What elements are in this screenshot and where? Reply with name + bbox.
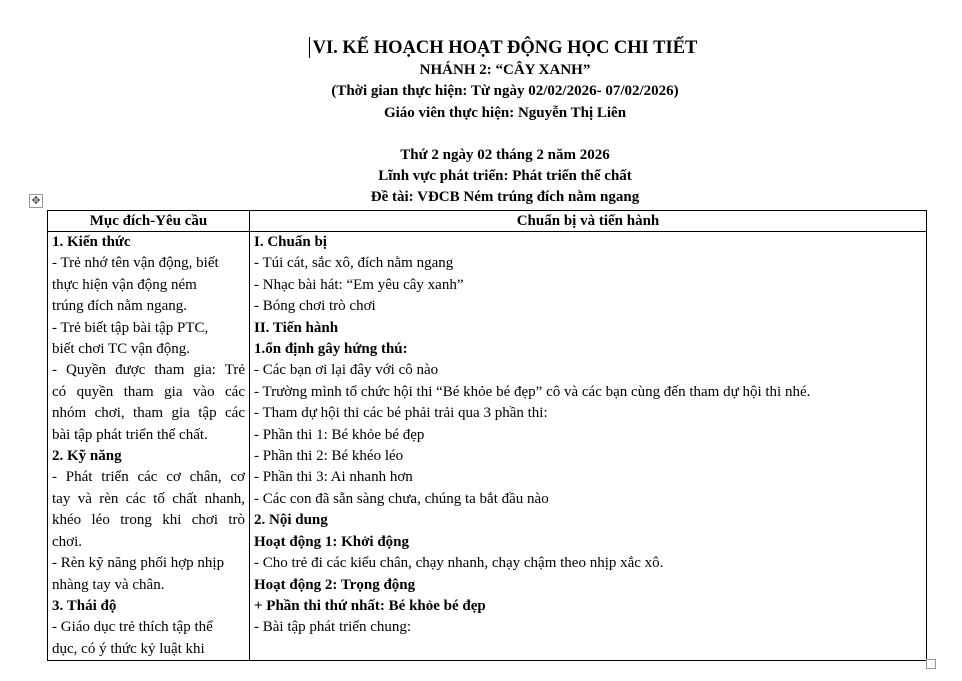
section-heading: 1. Kiến thức [52,234,131,250]
text-line: nhàng tay và chân. [52,576,165,593]
section-heading: 2. Nội dung [254,512,328,529]
teacher-line: Giáo viên thực hiện: Nguyễn Thị Liên [383,104,627,121]
text-line: - Phần thi 1: Bé khỏe bé đẹp [254,426,425,443]
section-heading: 2. Kỹ năng [52,448,122,465]
text-line: - Túi cát, sắc xô, đích nằm ngang [254,255,454,272]
date-line: Thứ 2 ngày 02 tháng 2 năm 2026 [400,146,610,163]
section-heading: Hoạt động 2: Trọng động [254,576,416,593]
text-line: khéo léo trong khi chơi trò [52,512,245,529]
section-heading: I. Chuẩn bị [254,234,327,250]
text-line: chơi. [52,533,83,550]
document-header [47,36,962,209]
text-line: - Các con đã sẵn sàng chưa, chúng ta bắt đầu nào [254,490,549,507]
text-line: dục, có ý thức kỷ luật khi [52,640,205,657]
table-header-row [48,211,927,232]
section-heading: 3. Thái độ [52,597,117,614]
text-line: có quyền tham gia vào các [52,383,245,400]
text-line: - Bóng chơi trò chơi [254,298,376,315]
text-line: - Tham dự hội thi các bé phải trải qua 3 phần thi: [254,405,548,422]
table-resize-handle[interactable] [926,659,936,669]
column-header-preparation: Chuẩn bị và tiến hành [250,211,927,232]
text-line: biết chơi TC vận động. [52,341,191,358]
text-line: - Trường mình tổ chức hội thi “Bé khỏe bé đẹp” cô và các bạn cùng đến tham dự hội thi nhé. [254,383,811,400]
objectives-cell[interactable] [48,232,250,661]
text-line: trúng đích nằm ngang. [52,298,187,315]
text-line: - Cho trẻ đi các kiểu chân, chạy nhanh, chạy chậm theo nhịp xắc xô. [254,555,664,572]
text-line: - Phát triển các cơ chân, cơ [52,469,245,486]
text-line: thực hiện vận động ném [52,276,197,293]
lesson-plan-table [47,210,927,661]
time-line: (Thời gian thực hiện: Từ ngày 02/02/2026- 07/02/2026) [331,83,679,100]
text-line: - Phần thi 2: Bé khéo léo [254,448,404,465]
section-heading: + Phần thi thứ nhất: Bé khỏe bé đẹp [254,597,486,614]
text-line: - Phần thi 3: Ai nhanh hơn [254,469,413,486]
text-line: - Quyền được tham gia: Trẻ [52,362,245,379]
table-move-handle-icon[interactable]: ✥ [29,194,43,208]
text-line: - Trẻ biết tập bài tập PTC, [52,319,209,336]
section-heading: II. Tiến hành [254,319,339,336]
section-heading: Hoạt động 1: Khởi động [254,533,410,550]
branch-line: NHÁNH 2: “CÂY XANH” [419,62,591,78]
field-line: Lĩnh vực phát triển: Phát triển thể chất [378,168,632,185]
text-line: - Rèn kỹ năng phối hợp nhịp [52,555,225,572]
text-line: bài tập phát triển thể chất. [52,426,208,443]
text-line: - Các bạn ơi lại đây với cô nào [254,362,439,379]
text-line: tay và rèn các tố chất nhanh, [52,490,245,507]
column-header-objectives: Mục đích-Yêu cầu [48,211,250,232]
section-heading: 1.ổn định gây hứng thú: [254,341,408,358]
preparation-cell[interactable] [250,232,927,661]
text-line: - Trẻ nhớ tên vận động, biết [52,255,219,272]
text-line: - Bài tập phát triển chung: [254,619,412,636]
text-line: - Giáo dục trẻ thích tập thể [52,619,213,636]
document-title: VI. KẾ HOẠCH HOẠT ĐỘNG HỌC CHI TIẾT [312,38,698,58]
table-row [48,232,927,661]
topic-line: Đề tài: VĐCB Ném trúng đích nằm ngang [370,189,640,206]
text-line: - Nhạc bài hát: “Em yêu cây xanh” [254,276,464,293]
text-line: nhóm chơi, tham gia tập các [52,405,245,422]
